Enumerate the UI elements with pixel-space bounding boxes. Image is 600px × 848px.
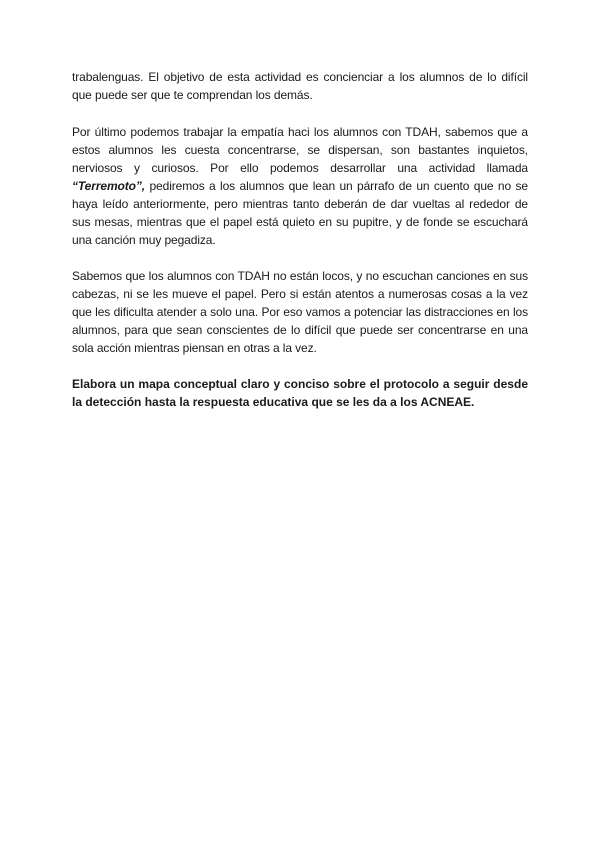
activity-name-terremoto: “Terremoto”, [72,179,146,193]
task-instruction: Elabora un mapa conceptual claro y conciso sobre el protocolo a seguir desde la detección hasta la respuesta educativa que se les da a los ACNEAE. [72,377,528,409]
paragraph-trabalenguas: trabalenguas. El objetivo de esta actividad es concienciar a los alumnos de lo difícil que puede ser que te comprendan los demás. [72,70,528,102]
document-body [72,68,528,411]
paragraph-terremoto-description: pediremos a los alumnos que lean un párrafo de un cuento que no se haya leído anteriormente, pero mientras tanto deberán de dar vueltas al rededor de sus mesas, mientras que el papel está quieto en su pupitre, y de fonde se escuchará una canción muy pegadiza. [72,179,528,247]
paragraph-tdah-distractions: Sabemos que los alumnos con TDAH no están locos, y no escuchan canciones en sus cabezas, ni se les mueve el papel. Pero si están atentos a numerosas cosas a la vez que les dificulta atender a solo una. Por eso vamos a potenciar las distracciones en los alumnos, para que sean conscientes de lo difícil que puede ser concentrarse en una sola acción mientras piensan en otras a la vez. [72,269,528,355]
paragraph-terremoto-activity [72,123,528,249]
paragraph-terremoto-intro: Por último podemos trabajar la empatía haci los alumnos con TDAH, sabemos que a estos alumnos les cuesta concentrarse, se dispersan, son bastantes inquietos, nerviosos y curiosos. Por ello podemos desarrollar una actividad llamada [72,125,528,175]
